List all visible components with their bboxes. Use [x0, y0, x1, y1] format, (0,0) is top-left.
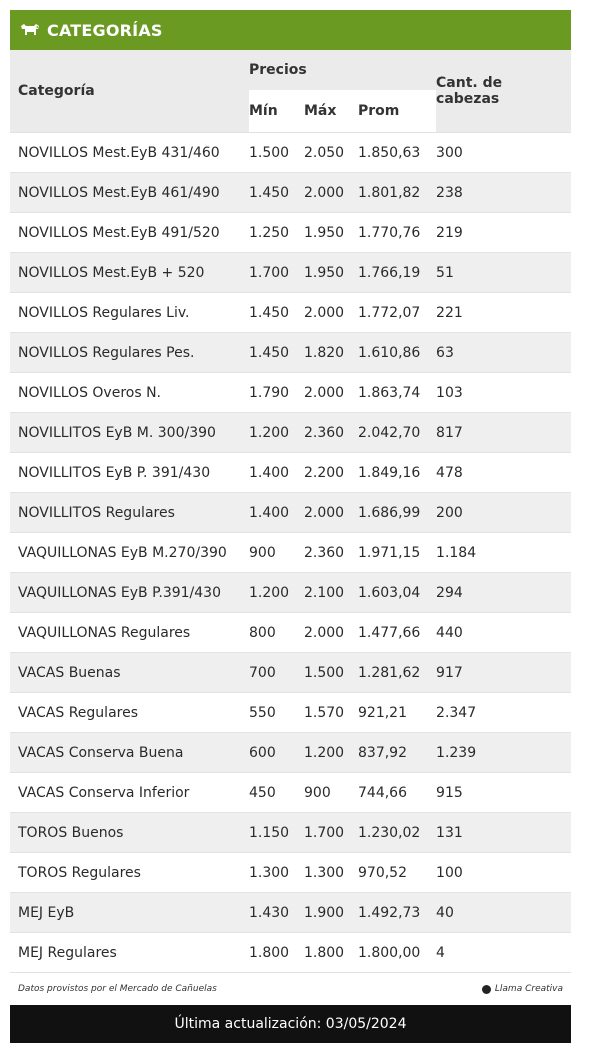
- cell-max: 2.050: [304, 133, 358, 173]
- cell-categoria: MEJ Regulares: [10, 933, 249, 973]
- cell-min: 1.150: [249, 813, 304, 853]
- cell-min: 1.430: [249, 893, 304, 933]
- cell-cant: 1.239: [436, 733, 571, 773]
- cell-max: 1.700: [304, 813, 358, 853]
- cell-prom: 1.492,73: [358, 893, 436, 933]
- table-row: [10, 733, 571, 773]
- cell-cant: 915: [436, 773, 571, 813]
- cell-prom: 1.766,19: [358, 253, 436, 293]
- cell-categoria: VAQUILLONAS EyB P.391/430: [10, 573, 249, 613]
- llama-creativa-logo-icon: [482, 985, 491, 994]
- cell-cant: 63: [436, 333, 571, 373]
- cell-prom: 1.770,76: [358, 213, 436, 253]
- cell-prom: 1.772,07: [358, 293, 436, 333]
- cell-min: 900: [249, 533, 304, 573]
- cell-categoria: NOVILLOS Mest.EyB 431/460: [10, 133, 249, 173]
- cell-cant: 2.347: [436, 693, 571, 733]
- cell-cant: 478: [436, 453, 571, 493]
- last-updated-bar: [10, 1005, 571, 1043]
- cell-prom: 1.281,62: [358, 653, 436, 693]
- cell-categoria: NOVILLOS Regulares Pes.: [10, 333, 249, 373]
- categorias-widget: [10, 10, 571, 1043]
- cell-max: 1.950: [304, 253, 358, 293]
- cell-cant: 100: [436, 853, 571, 893]
- cell-max: 2.000: [304, 173, 358, 213]
- header-precios: Precios: [249, 50, 436, 90]
- table-row: [10, 133, 571, 173]
- cell-cant: 4: [436, 933, 571, 973]
- header-min: Mín: [249, 90, 304, 133]
- cell-max: 2.000: [304, 493, 358, 533]
- cell-cant: 103: [436, 373, 571, 413]
- table-row: [10, 253, 571, 293]
- cell-min: 1.700: [249, 253, 304, 293]
- cell-cant: 131: [436, 813, 571, 853]
- cell-min: 700: [249, 653, 304, 693]
- table-row: [10, 493, 571, 533]
- cell-prom: 2.042,70: [358, 413, 436, 453]
- table-row: [10, 933, 571, 973]
- cell-prom: 970,52: [358, 853, 436, 893]
- table-row: [10, 813, 571, 853]
- cell-prom: 1.686,99: [358, 493, 436, 533]
- cell-min: 1.400: [249, 453, 304, 493]
- cell-categoria: MEJ EyB: [10, 893, 249, 933]
- prices-table: [10, 50, 571, 972]
- cell-max: 2.100: [304, 573, 358, 613]
- cell-min: 550: [249, 693, 304, 733]
- source-note: Datos provistos por el Mercado de Cañuelas: [18, 984, 217, 994]
- cell-min: 1.250: [249, 213, 304, 253]
- table-row: [10, 413, 571, 453]
- table-row: [10, 693, 571, 733]
- cell-cant: 219: [436, 213, 571, 253]
- cell-cant: 1.184: [436, 533, 571, 573]
- cell-categoria: VACAS Regulares: [10, 693, 249, 733]
- cell-categoria: VACAS Conserva Buena: [10, 733, 249, 773]
- cell-min: 1.450: [249, 293, 304, 333]
- table-row: [10, 653, 571, 693]
- cell-categoria: NOVILLITOS Regulares: [10, 493, 249, 533]
- table-row: [10, 853, 571, 893]
- header-cant-cabezas: Cant. de cabezas: [436, 50, 571, 133]
- cell-prom: 921,21: [358, 693, 436, 733]
- table-row: [10, 773, 571, 813]
- cell-max: 1.800: [304, 933, 358, 973]
- cell-max: 2.000: [304, 613, 358, 653]
- cell-categoria: VACAS Conserva Inferior: [10, 773, 249, 813]
- data-source-footer: [10, 972, 571, 1005]
- cell-categoria: NOVILLOS Overos N.: [10, 373, 249, 413]
- cell-min: 1.200: [249, 413, 304, 453]
- last-updated-text: Última actualización: 03/05/2024: [174, 1016, 407, 1032]
- cow-icon: [19, 22, 41, 38]
- cell-max: 1.820: [304, 333, 358, 373]
- table-row: [10, 333, 571, 373]
- cell-prom: 1.850,63: [358, 133, 436, 173]
- cell-categoria: TOROS Regulares: [10, 853, 249, 893]
- cell-cant: 238: [436, 173, 571, 213]
- cell-max: 1.300: [304, 853, 358, 893]
- cell-prom: 1.477,66: [358, 613, 436, 653]
- cell-categoria: NOVILLOS Mest.EyB + 520: [10, 253, 249, 293]
- cell-categoria: VACAS Buenas: [10, 653, 249, 693]
- header-max: Máx: [304, 90, 358, 133]
- cell-max: 1.570: [304, 693, 358, 733]
- cell-categoria: NOVILLITOS EyB P. 391/430: [10, 453, 249, 493]
- cell-prom: 837,92: [358, 733, 436, 773]
- cell-max: 2.000: [304, 293, 358, 333]
- cell-prom: 1.603,04: [358, 573, 436, 613]
- cell-cant: 817: [436, 413, 571, 453]
- cell-cant: 200: [436, 493, 571, 533]
- table-row: [10, 293, 571, 333]
- cell-min: 1.200: [249, 573, 304, 613]
- cell-categoria: NOVILLOS Regulares Liv.: [10, 293, 249, 333]
- cell-min: 450: [249, 773, 304, 813]
- cell-cant: 440: [436, 613, 571, 653]
- cell-min: 1.500: [249, 133, 304, 173]
- table-row: [10, 213, 571, 253]
- cell-min: 1.400: [249, 493, 304, 533]
- cell-max: 900: [304, 773, 358, 813]
- cell-max: 1.500: [304, 653, 358, 693]
- cell-cant: 300: [436, 133, 571, 173]
- credit-link[interactable]: [482, 984, 563, 994]
- cell-prom: 1.863,74: [358, 373, 436, 413]
- cell-max: 1.200: [304, 733, 358, 773]
- table-row: [10, 613, 571, 653]
- cell-min: 1.450: [249, 333, 304, 373]
- cell-prom: 744,66: [358, 773, 436, 813]
- cell-min: 1.800: [249, 933, 304, 973]
- widget-title: CATEGORÍAS: [47, 20, 163, 40]
- cell-categoria: VAQUILLONAS Regulares: [10, 613, 249, 653]
- header-categoria: Categoría: [10, 50, 249, 133]
- cell-cant: 221: [436, 293, 571, 333]
- cell-max: 2.360: [304, 413, 358, 453]
- cell-prom: 1.610,86: [358, 333, 436, 373]
- table-row: [10, 373, 571, 413]
- table-row: [10, 893, 571, 933]
- cell-max: 2.200: [304, 453, 358, 493]
- cell-max: 1.950: [304, 213, 358, 253]
- cell-prom: 1.800,00: [358, 933, 436, 973]
- widget-header: [10, 10, 571, 50]
- table-row: [10, 533, 571, 573]
- cell-categoria: VAQUILLONAS EyB M.270/390: [10, 533, 249, 573]
- header-prom: Prom: [358, 90, 436, 133]
- cell-cant: 51: [436, 253, 571, 293]
- credit-label: Llama Creativa: [494, 984, 563, 994]
- cell-prom: 1.230,02: [358, 813, 436, 853]
- cell-min: 800: [249, 613, 304, 653]
- table-row: [10, 573, 571, 613]
- cell-prom: 1.971,15: [358, 533, 436, 573]
- cell-categoria: TOROS Buenos: [10, 813, 249, 853]
- cell-max: 2.000: [304, 373, 358, 413]
- cell-max: 2.360: [304, 533, 358, 573]
- cell-min: 1.450: [249, 173, 304, 213]
- cell-cant: 294: [436, 573, 571, 613]
- cell-categoria: NOVILLITOS EyB M. 300/390: [10, 413, 249, 453]
- cell-cant: 40: [436, 893, 571, 933]
- cell-min: 1.790: [249, 373, 304, 413]
- cell-min: 1.300: [249, 853, 304, 893]
- cell-categoria: NOVILLOS Mest.EyB 491/520: [10, 213, 249, 253]
- cell-min: 600: [249, 733, 304, 773]
- cell-prom: 1.801,82: [358, 173, 436, 213]
- table-row: [10, 173, 571, 213]
- table-row: [10, 453, 571, 493]
- cell-prom: 1.849,16: [358, 453, 436, 493]
- cell-max: 1.900: [304, 893, 358, 933]
- cell-categoria: NOVILLOS Mest.EyB 461/490: [10, 173, 249, 213]
- cell-cant: 917: [436, 653, 571, 693]
